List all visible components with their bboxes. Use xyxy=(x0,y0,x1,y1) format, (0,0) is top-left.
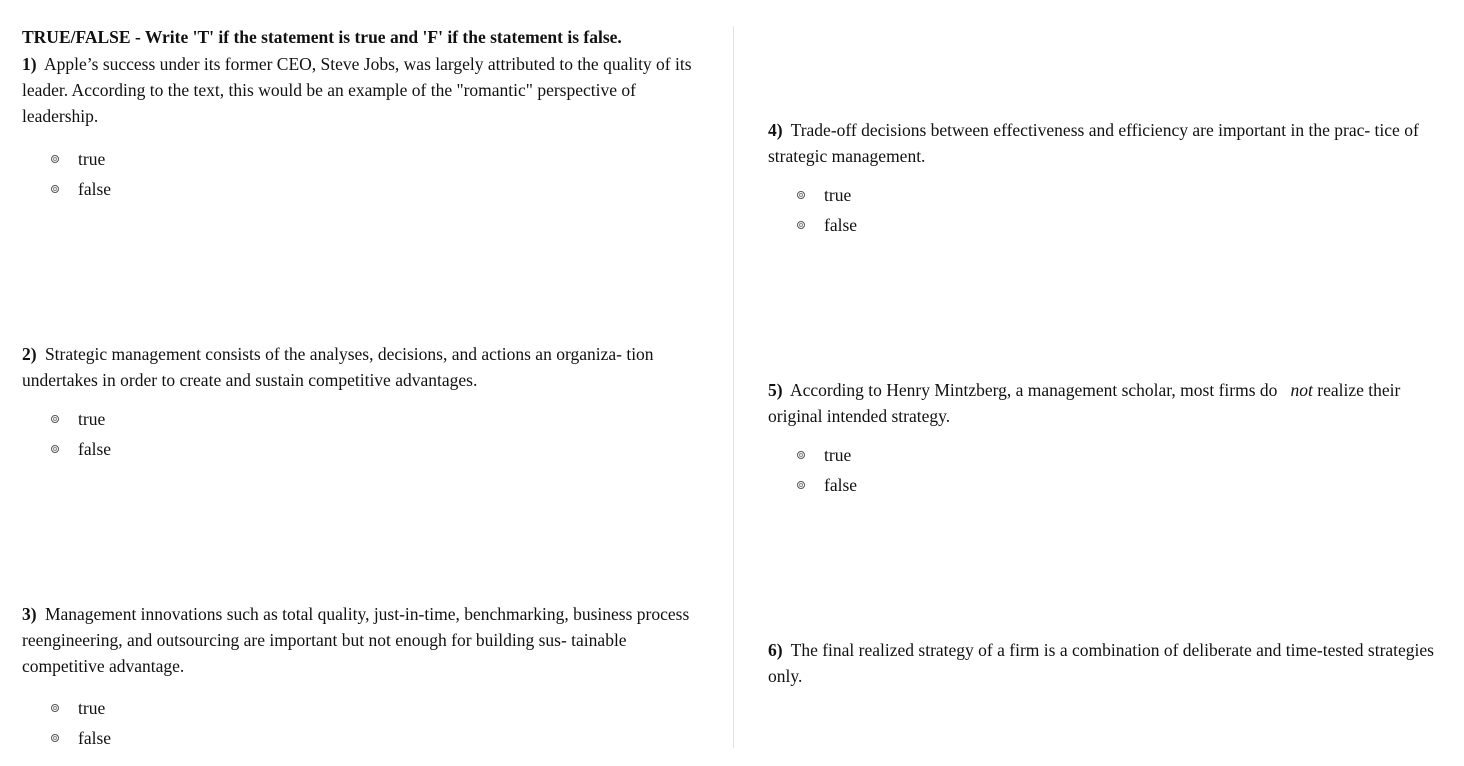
option-label[interactable]: true xyxy=(824,185,852,205)
question-5-emphasis: not xyxy=(1290,380,1313,400)
option-label[interactable]: true xyxy=(824,445,852,465)
option-label[interactable]: false xyxy=(78,179,112,199)
radio-button-icon[interactable] xyxy=(797,221,805,229)
radio-button-icon[interactable] xyxy=(51,704,59,712)
radio-button-icon[interactable] xyxy=(51,415,59,423)
question-3-options xyxy=(22,693,702,753)
question-3 xyxy=(22,601,702,753)
question-4 xyxy=(768,117,1444,240)
question-2-statement: Strategic management consists of the analyses, decisions, and actions an organiza- tion undertakes in order to create and sustain competitive advantages. xyxy=(22,344,654,390)
question-1-text xyxy=(22,51,702,129)
question-3-option-true[interactable] xyxy=(22,693,702,723)
question-1 xyxy=(22,51,702,204)
question-1-option-true[interactable] xyxy=(22,144,702,174)
question-6 xyxy=(768,637,1444,689)
question-5-options xyxy=(768,440,1444,500)
option-label[interactable]: false xyxy=(78,728,112,748)
question-4-options xyxy=(768,180,1444,240)
question-2-options xyxy=(22,404,702,464)
question-1-option-false[interactable] xyxy=(22,174,702,204)
question-4-option-false[interactable] xyxy=(768,210,1444,240)
radio-button-icon[interactable] xyxy=(797,191,805,199)
question-4-statement: Trade-off decisions between effectiveness and efficiency are important in the prac- tice of strategic management. xyxy=(768,120,1419,166)
question-5-option-true[interactable] xyxy=(768,440,1444,470)
radio-button-icon[interactable] xyxy=(51,155,59,163)
question-2 xyxy=(22,341,702,464)
option-label[interactable]: false xyxy=(824,215,858,235)
question-3-number: 3) xyxy=(22,604,37,624)
question-1-options xyxy=(22,144,702,204)
question-5-statement-end: realize their original intended strategy. xyxy=(768,380,1401,426)
question-3-option-false[interactable] xyxy=(22,723,702,753)
radio-button-icon[interactable] xyxy=(51,734,59,742)
question-2-option-false[interactable] xyxy=(22,434,702,464)
question-6-number: 6) xyxy=(768,640,783,660)
question-1-number: 1) xyxy=(22,54,37,74)
option-label[interactable]: true xyxy=(78,149,106,169)
question-2-option-true[interactable] xyxy=(22,404,702,434)
question-5-statement-start: According to Henry Mintzberg, a management scholar, most firms do xyxy=(790,380,1278,400)
question-2-text xyxy=(22,341,702,393)
column-divider xyxy=(733,26,734,748)
radio-button-icon[interactable] xyxy=(51,185,59,193)
question-6-statement: The final realized strategy of a firm is a combination of deliberate and time-tested strategies only. xyxy=(768,640,1434,686)
question-4-text xyxy=(768,117,1444,169)
option-label[interactable]: false xyxy=(824,475,858,495)
question-4-number: 4) xyxy=(768,120,783,140)
question-5 xyxy=(768,377,1444,500)
radio-button-icon[interactable] xyxy=(797,451,805,459)
option-label[interactable]: true xyxy=(78,698,106,718)
question-2-number: 2) xyxy=(22,344,37,364)
question-1-statement: Apple’s success under its former CEO, Steve Jobs, was largely attributed to the quality of its leader. According to the text, this would be an example of the "romantic" perspective of leadership. xyxy=(22,54,692,126)
question-6-text xyxy=(768,637,1444,689)
question-4-option-true[interactable] xyxy=(768,180,1444,210)
question-3-statement: Management innovations such as total quality, just-in-time, benchmarking, business process reengineering, and outsourcing are important but not enough for building sus- tainable competitive advantage. xyxy=(22,604,690,676)
question-5-text xyxy=(768,377,1444,429)
radio-button-icon[interactable] xyxy=(797,481,805,489)
option-label[interactable]: true xyxy=(78,409,106,429)
option-label[interactable]: false xyxy=(78,439,112,459)
section-title: TRUE/FALSE - Write 'T' if the statement is true and 'F' if the statement is false. xyxy=(22,27,622,47)
question-5-option-false[interactable] xyxy=(768,470,1444,500)
question-5-number: 5) xyxy=(768,380,783,400)
question-3-text xyxy=(22,601,702,679)
radio-button-icon[interactable] xyxy=(51,445,59,453)
